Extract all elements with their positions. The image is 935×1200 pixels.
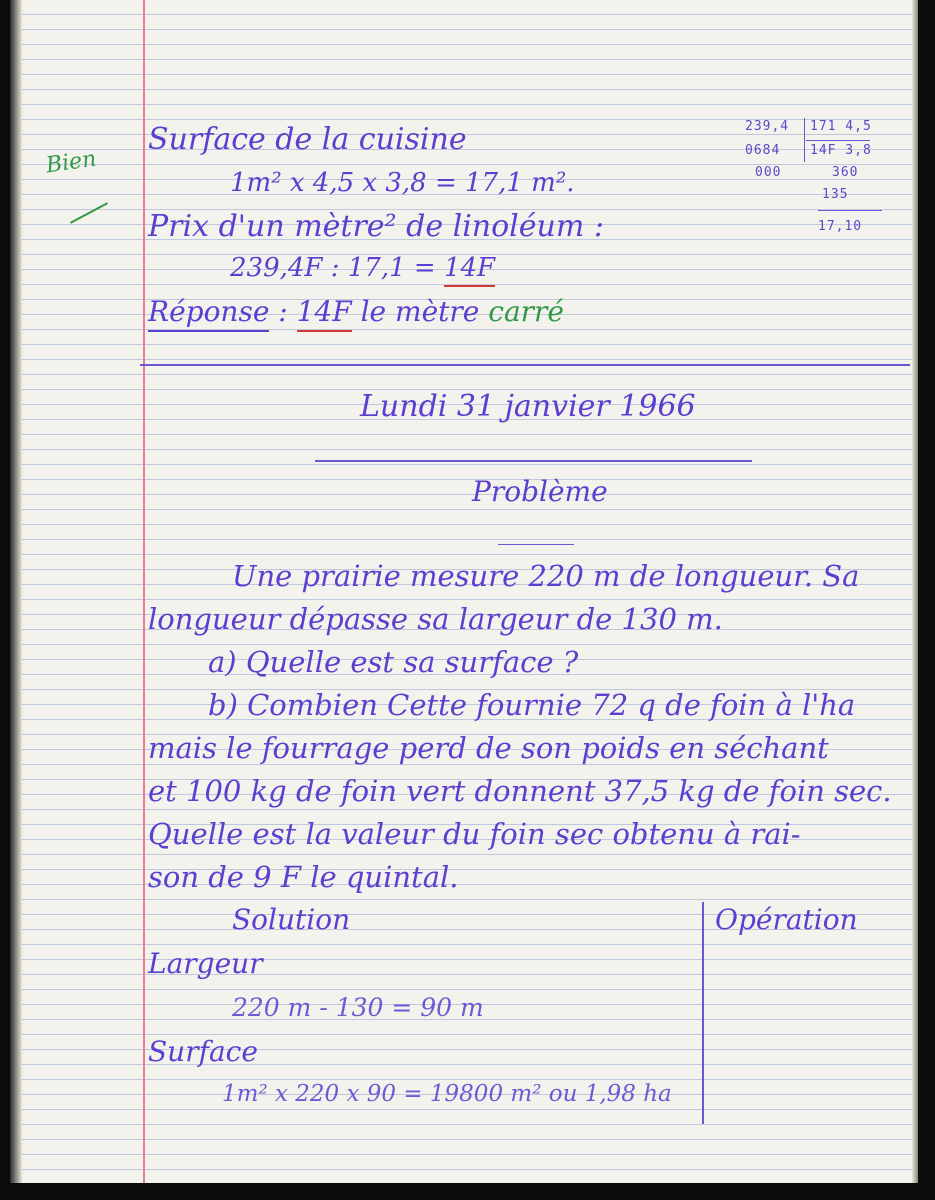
margin-check-mark <box>70 202 108 223</box>
margin-grade: Bien <box>44 146 98 179</box>
page-edge <box>912 0 918 1183</box>
answer-correction: carré <box>488 295 564 328</box>
calc-row-3-left: 000 <box>755 165 782 180</box>
section-separator <box>140 364 910 366</box>
calc-divider-vertical <box>804 118 805 162</box>
problem-line-1: Une prairie mesure 220 m de longueur. Sa <box>232 559 860 593</box>
calc-divider-h2 <box>818 210 882 211</box>
largeur-calc: 220 m - 130 = 90 m <box>232 993 484 1022</box>
operation-heading: Opération <box>715 903 858 936</box>
date-underline <box>315 460 752 462</box>
notebook-page <box>10 0 918 1183</box>
problem-line-3: a) Quelle est sa surface ? <box>208 645 579 679</box>
answer-colon: : <box>269 295 297 328</box>
problem-line-4: b) Combien Cette fournie 72 q de foin à l'ha <box>208 688 856 722</box>
calc-row-1-right: 171 4,5 <box>810 119 872 134</box>
calc-row-5-right: 17,10 <box>818 219 863 234</box>
previous-line-3: Prix d'un mètre² de linoléum : <box>148 209 604 244</box>
calc-row-4-right: 135 <box>822 187 849 202</box>
previous-line-4 <box>230 255 495 281</box>
problem-title: Problème <box>472 475 608 508</box>
surface-label: Surface <box>148 1035 258 1068</box>
calc-row-1-left: 239,4 <box>745 119 790 134</box>
calc-row-3-right: 360 <box>832 165 859 180</box>
calc-row-2-right: 14F 3,8 <box>810 143 872 158</box>
date-heading: Lundi 31 janvier 1966 <box>360 389 696 424</box>
answer-text: le mètre <box>351 295 489 328</box>
problem-line-2: longueur dépasse sa largeur de 130 m. <box>148 602 723 636</box>
problem-line-5: mais le fourrage perd de son poids en séchant <box>148 731 829 765</box>
largeur-label: Largeur <box>148 947 263 980</box>
previous-line-2: 1m² x 4,5 x 3,8 = 17,1 m². <box>230 168 575 198</box>
page-binding <box>10 0 22 1183</box>
price-division: 239,4F : 17,1 = <box>230 253 444 283</box>
previous-answer <box>148 295 564 328</box>
operation-column-divider <box>702 902 704 1124</box>
solution-heading: Solution <box>232 903 351 936</box>
problem-line-6: et 100 kg de foin vert donnent 37,5 kg de foin sec. <box>148 774 892 808</box>
calc-row-2-left: 0684 <box>745 143 781 158</box>
previous-line-1: Surface de la cuisine <box>148 122 467 157</box>
answer-value: 14F <box>297 295 352 332</box>
problem-line-8: son de 9 F le quintal. <box>148 860 459 894</box>
answer-label: Réponse <box>148 295 269 332</box>
margin-line <box>143 0 145 1183</box>
title-underline <box>498 544 574 545</box>
problem-line-7: Quelle est la valeur du foin sec obtenu à rai- <box>148 817 801 851</box>
price-result: 14F <box>444 253 495 287</box>
calc-divider-h1 <box>806 140 870 141</box>
surface-calc: 1m² x 220 x 90 = 19800 m² ou 1,98 ha <box>222 1081 672 1107</box>
